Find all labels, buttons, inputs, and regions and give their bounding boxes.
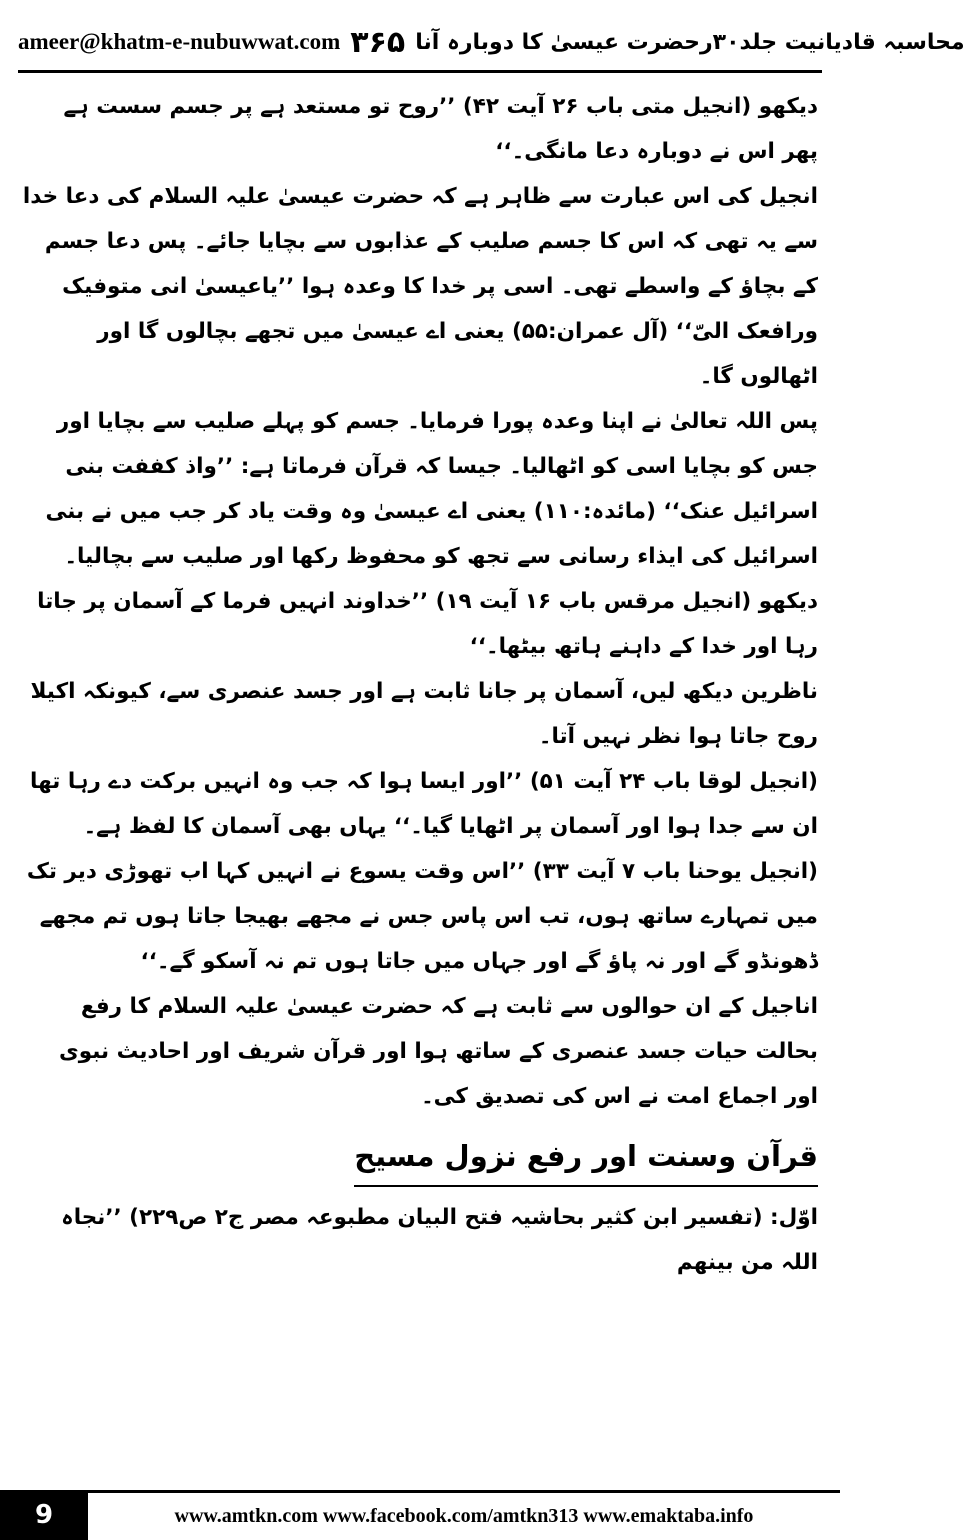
header-page-number: ۳۶۵ xyxy=(350,24,406,60)
section-heading-wrap xyxy=(22,1131,818,1195)
header-running-title: محاسبہ قادیانیت جلد۳۰رحضرت عیسیٰ کا دوبارہ آنا xyxy=(415,29,965,55)
paragraph-5: ناظرین دیکھ لیں، آسمان پر جانا ثابت ہے اور جسد عنصری سے، کیونکہ اکیلا روح جاتا ہوا نظر نہیں آتا۔ xyxy=(30,679,818,749)
paragraph-4: دیکھو (انجیل مرقس باب ۱۶ آیت ۱۹) ’’خداوند انہیں فرما کے آسمان پر جاتا رہا اور خدا کے داہنے ہاتھ بیٹھا۔‘‘ xyxy=(37,589,818,659)
section-heading: قرآن وسنت اور رفع نزول مسیح xyxy=(354,1131,818,1187)
page-body xyxy=(22,84,818,1285)
paragraph-2: انجیل کی اس عبارت سے ظاہر ہے کہ حضرت عیسیٰ علیہ السلام کی دعا خدا سے یہ تھی کہ اس کا جسم صلیب کے عذابوں سے بچایا جائے۔ پس دعا جسم کے بچاؤ کے واسطے تھی۔ اسی پر خدا کا وعدہ ہوا ’’یاعیسیٰ انی متوفیک ورافعک الیّ‘‘ (آل عمران:۵۵) یعنی اے عیسیٰ میں تجھے بچالوں گا اور اٹھالوں گا۔ xyxy=(22,184,818,389)
last-line: اوّل: (تفسیر ابن کثیر بحاشیہ فتح البیان مطبوعہ مصر ج۲ ص۲۲۹) ’’نجاہ اللہ من بینھم xyxy=(61,1205,818,1275)
footer-page-label: 9 xyxy=(0,1490,88,1540)
paragraph-3: پس اللہ تعالیٰ نے اپنا وعدہ پورا فرمایا۔ جسم کو پہلے صلیب سے بچایا اور جس کو بچایا اسی کو اٹھالیا۔ جیسا کہ قرآن فرماتا ہے: ’’واذ کففت بنی اسرائیل عنک‘‘ (مائدہ:۱۱۰) یعنی اے عیسیٰ وہ وقت یاد کر جب میں نے بنی اسرائیل کی ایذاء رسانی سے تجھ کو محفوظ رکھا اور صلیب سے بچالیا۔ xyxy=(45,409,818,569)
footer-links: www.amtkn.com www.facebook.com/amtkn313 www.emaktaba.info xyxy=(88,1490,840,1540)
page-header xyxy=(18,14,965,73)
paragraph-8: اناجیل کے ان حوالوں سے ثابت ہے کہ حضرت عیسیٰ علیہ السلام کا رفع بحالت حیات جسد عنصری کے ساتھ ہوا اور قرآن شریف اور احادیث نبوی اور اجماع امت نے اس کی تصدیق کی۔ xyxy=(59,994,818,1109)
paragraph-1: دیکھو (انجیل متی باب ۲۶ آیت ۴۲) ’’روح تو مستعد ہے پر جسم سست ہے پھر اس نے دوبارہ دعا مانگی۔‘‘ xyxy=(63,94,818,164)
header-email: ameer@khatm-e-nubuwwat.com xyxy=(18,29,341,54)
paragraph-7: (انجیل یوحنا باب ۷ آیت ۳۳) ’’اس وقت یسوع نے انہیں کہا اب تھوڑی دیر تک میں تمہارے ساتھ ہوں، تب اس پاس جس نے مجھے بھیجا جاتا ہوں تم مجھے ڈھونڈو گے اور نہ پاؤ گے اور جہاں میں جاتا ہوں تم نہ آسکو گے۔‘‘ xyxy=(26,859,818,974)
paragraph-6: (انجیل لوقا باب ۲۴ آیت ۵۱) ’’اور ایسا ہوا کہ جب وہ انہیں برکت دے رہا تھا ان سے جدا ہوا اور آسمان پر اٹھایا گیا۔‘‘ یہاں بھی آسمان کا لفظ ہے۔ xyxy=(30,769,818,839)
page-footer xyxy=(0,1490,840,1540)
